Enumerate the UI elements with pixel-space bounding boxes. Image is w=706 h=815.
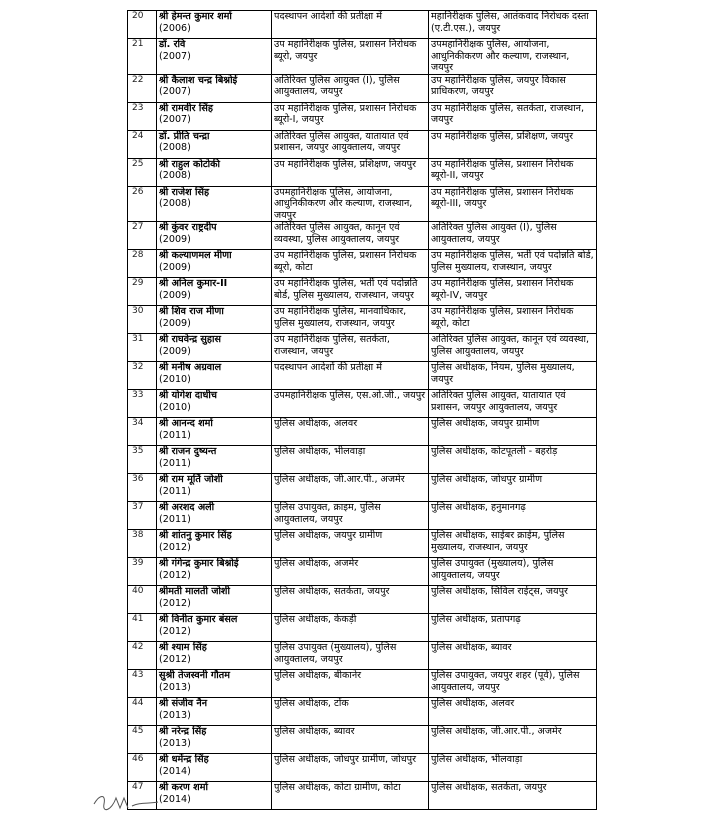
batch-year: (2012) bbox=[159, 541, 191, 553]
transfer-row bbox=[128, 74, 597, 102]
officer-cell bbox=[157, 530, 272, 558]
transfer-row bbox=[128, 698, 597, 726]
serial-number: 22 bbox=[128, 74, 157, 102]
new-posting: पुलिस उपायुक्त, जयपुर शहर (पूर्व), पुलिस आयुक्तालय, जयपुर bbox=[429, 670, 597, 698]
officer-name: श्री कुंवर राष्ट्रदीप bbox=[159, 222, 217, 233]
new-posting: उपमहानिरीक्षक पुलिस, आयोजना, आधुनिकीकरण और कल्याण, राजस्थान, जयपुर bbox=[429, 39, 597, 75]
new-posting: उप महानिरीक्षक पुलिस, प्रशासन निरोधक ब्यूरो-IV, जयपुर bbox=[429, 278, 597, 306]
transfer-row bbox=[128, 306, 597, 334]
officer-cell bbox=[157, 102, 272, 130]
officer-cell bbox=[157, 754, 272, 782]
current-posting: पुलिस अधीक्षक, टोंक bbox=[272, 698, 429, 726]
officer-name: श्री शांतनु कुमार सिंह bbox=[159, 530, 232, 541]
batch-year: (2008) bbox=[159, 198, 191, 209]
transfer-row bbox=[128, 502, 597, 530]
current-posting: पुलिस अधीक्षक, जी.आर.पी., अजमेर bbox=[272, 474, 429, 502]
officer-cell bbox=[157, 74, 272, 102]
batch-year: (2009) bbox=[159, 345, 191, 357]
serial-number: 29 bbox=[128, 278, 157, 306]
batch-year: (2012) bbox=[159, 653, 191, 665]
batch-year: (2011) bbox=[159, 485, 191, 497]
transfer-row bbox=[128, 39, 597, 75]
new-posting: उप महानिरीक्षक पुलिस, प्रशासन निरोधक ब्यूरो-II, जयपुर bbox=[429, 158, 597, 186]
new-posting: पुलिस अधीक्षक, प्रतापगढ़ bbox=[429, 614, 597, 642]
current-posting: पुलिस अधीक्षक, सतर्कता, जयपुर bbox=[272, 586, 429, 614]
serial-number: 45 bbox=[128, 726, 157, 754]
officer-cell bbox=[157, 250, 272, 278]
batch-year: (2012) bbox=[159, 625, 191, 637]
serial-number: 37 bbox=[128, 502, 157, 530]
serial-number: 40 bbox=[128, 586, 157, 614]
officer-cell bbox=[157, 334, 272, 362]
transfer-row bbox=[128, 102, 597, 130]
officer-name: श्री हेमन्त कुमार शर्मा bbox=[159, 11, 232, 22]
current-posting: उप महानिरीक्षक पुलिस, प्रशासन निरोधक ब्यूरो, जयपुर bbox=[272, 39, 429, 75]
serial-number: 23 bbox=[128, 102, 157, 130]
batch-year: (2011) bbox=[159, 513, 191, 525]
new-posting: अतिरिक्त पुलिस आयुक्त, यातायात एवं प्रशासन, जयपुर आयुक्तालय, जयपुर bbox=[429, 390, 597, 418]
transfer-row bbox=[128, 158, 597, 186]
officer-name: श्री कल्याणमल मीणा bbox=[159, 250, 232, 261]
transfer-row bbox=[128, 186, 597, 222]
officer-cell bbox=[157, 39, 272, 75]
officer-name: श्री धर्मेन्द्र सिंह bbox=[159, 754, 209, 765]
officer-cell bbox=[157, 306, 272, 334]
officer-cell bbox=[157, 642, 272, 670]
officer-name: डॉ. प्रीति चन्द्रा bbox=[159, 130, 210, 142]
current-posting: उप महानिरीक्षक पुलिस, प्रशिक्षण, जयपुर bbox=[272, 158, 429, 186]
batch-year: (2007) bbox=[159, 86, 191, 97]
current-posting: पुलिस उपायुक्त, क्राइम, पुलिस आयुक्तालय, जयपुर bbox=[272, 502, 429, 530]
new-posting: उप महानिरीक्षक पुलिस, प्रशासन निरोधक ब्यूरो, कोटा bbox=[429, 306, 597, 334]
officer-cell bbox=[157, 390, 272, 418]
new-posting: पुलिस अधीक्षक, सिविल राईट्स, जयपुर bbox=[429, 586, 597, 614]
new-posting: पुलिस अधीक्षक, अलवर bbox=[429, 698, 597, 726]
officer-name: श्री राम मूर्ति जोशी bbox=[159, 474, 223, 485]
officer-cell bbox=[157, 446, 272, 474]
officer-name: श्री योगेश दाधीच bbox=[159, 390, 217, 401]
batch-year: (2009) bbox=[159, 289, 191, 301]
transfer-row bbox=[128, 11, 597, 39]
current-posting: पुलिस अधीक्षक, बीकानेर bbox=[272, 670, 429, 698]
officer-cell bbox=[157, 558, 272, 586]
transfer-table-body bbox=[128, 11, 597, 810]
officer-cell bbox=[157, 698, 272, 726]
current-posting: पुलिस उपायुक्त (मुख्यालय), पुलिस आयुक्तालय, जयपुर bbox=[272, 642, 429, 670]
serial-number: 33 bbox=[128, 390, 157, 418]
new-posting: उप महानिरीक्षक पुलिस, प्रशिक्षण, जयपुर bbox=[429, 130, 597, 158]
current-posting: उपमहानिरीक्षक पुलिस, एस.ओ.जी., जयपुर bbox=[272, 390, 429, 418]
current-posting: पुलिस अधीक्षक, अलवर bbox=[272, 418, 429, 446]
new-posting: अतिरिक्त पुलिस आयुक्त (I), पुलिस आयुक्तालय, जयपुर bbox=[429, 222, 597, 250]
batch-year: (2013) bbox=[159, 681, 191, 693]
current-posting: उप महानिरीक्षक पुलिस, मानवाधिकार, पुलिस मुख्यालय, राजस्थान, जयपुर bbox=[272, 306, 429, 334]
current-posting: पदस्थापन आदेशों की प्रतीक्षा में bbox=[272, 362, 429, 390]
officer-cell bbox=[157, 614, 272, 642]
serial-number: 38 bbox=[128, 530, 157, 558]
officer-name: श्री विनीत कुमार बंसल bbox=[159, 614, 238, 625]
current-posting: उप महानिरीक्षक पुलिस, सतर्कता, राजस्थान, जयपुर bbox=[272, 334, 429, 362]
transfer-row bbox=[128, 362, 597, 390]
officer-name: श्री आनन्द शर्मा bbox=[159, 418, 213, 429]
transfer-row bbox=[128, 726, 597, 754]
batch-year: (2009) bbox=[159, 261, 191, 273]
batch-year: (2009) bbox=[159, 317, 191, 329]
transfer-list-page bbox=[127, 10, 597, 810]
current-posting: अतिरिक्त पुलिस आयुक्त, कानून एवं व्यवस्था, पुलिस आयुक्तालय, जयपुर bbox=[272, 222, 429, 250]
current-posting: पुलिस अधीक्षक, जोधपुर ग्रामीण, जोधपुर bbox=[272, 754, 429, 782]
serial-number: 47 bbox=[128, 782, 157, 810]
transfer-row bbox=[128, 278, 597, 306]
new-posting: पुलिस अधीक्षक, नियम, पुलिस मुख्यालय, जयपुर bbox=[429, 362, 597, 390]
officer-cell bbox=[157, 158, 272, 186]
transfer-row bbox=[128, 334, 597, 362]
current-posting: पुलिस अधीक्षक, भीलवाड़ा bbox=[272, 446, 429, 474]
transfer-row bbox=[128, 642, 597, 670]
current-posting: उप महानिरीक्षक पुलिस, भर्ती एवं पदोन्नति बोर्ड, पुलिस मुख्यालय, राजस्थान, जयपुर bbox=[272, 278, 429, 306]
new-posting: अतिरिक्त पुलिस आयुक्त, कानून एवं व्यवस्था, पुलिस आयुक्तालय, जयपुर bbox=[429, 334, 597, 362]
new-posting: पुलिस अधीक्षक, कोटपूतली - बहरोड़ bbox=[429, 446, 597, 474]
batch-year: (2010) bbox=[159, 401, 191, 413]
officer-cell bbox=[157, 474, 272, 502]
current-posting: पदस्थापन आदेशों की प्रतीक्षा में bbox=[272, 11, 429, 39]
new-posting: उप महानिरीक्षक पुलिस, प्रशासन निरोधक ब्यूरो-III, जयपुर bbox=[429, 186, 597, 222]
serial-number: 42 bbox=[128, 642, 157, 670]
new-posting: पुलिस अधीक्षक, भीलवाड़ा bbox=[429, 754, 597, 782]
serial-number: 31 bbox=[128, 334, 157, 362]
current-posting: पुलिस अधीक्षक, ब्यावर bbox=[272, 726, 429, 754]
current-posting: उप महानिरीक्षक पुलिस, प्रशासन निरोधक ब्यूरो, कोटा bbox=[272, 250, 429, 278]
officer-cell bbox=[157, 130, 272, 158]
officer-cell bbox=[157, 222, 272, 250]
batch-year: (2012) bbox=[159, 569, 191, 581]
new-posting: पुलिस अधीक्षक, जी.आर.पी., अजमेर bbox=[429, 726, 597, 754]
batch-year: (2010) bbox=[159, 373, 191, 385]
batch-year: (2007) bbox=[159, 114, 191, 125]
officer-name: श्री कैलाश चन्द्र बिश्नोई bbox=[159, 74, 238, 86]
serial-number: 30 bbox=[128, 306, 157, 334]
officer-cell bbox=[157, 418, 272, 446]
officer-name: श्री अरशद अली bbox=[159, 502, 215, 513]
serial-number: 34 bbox=[128, 418, 157, 446]
new-posting: उप महानिरीक्षक पुलिस, जयपुर विकास प्राधिकरण, जयपुर bbox=[429, 74, 597, 102]
current-posting: पुलिस अधीक्षक, जयपुर ग्रामीण bbox=[272, 530, 429, 558]
serial-number: 41 bbox=[128, 614, 157, 642]
officer-name: श्री नरेन्द्र सिंह bbox=[159, 726, 207, 737]
officer-name: डॉ. रवि bbox=[159, 39, 186, 50]
officer-name: श्री श्याम सिंह bbox=[159, 642, 207, 653]
officer-cell bbox=[157, 362, 272, 390]
new-posting: पुलिस अधीक्षक, जोधपुर ग्रामीण bbox=[429, 474, 597, 502]
batch-year: (2011) bbox=[159, 457, 191, 469]
officer-cell bbox=[157, 586, 272, 614]
transfer-row bbox=[128, 222, 597, 250]
current-posting: पुलिस अधीक्षक, केकड़ी bbox=[272, 614, 429, 642]
batch-year: (2007) bbox=[159, 50, 191, 62]
serial-number: 44 bbox=[128, 698, 157, 726]
handwritten-mark bbox=[92, 790, 162, 812]
serial-number: 36 bbox=[128, 474, 157, 502]
transfer-row bbox=[128, 614, 597, 642]
serial-number: 25 bbox=[128, 158, 157, 186]
officer-name: श्री राघवेन्द्र सुहास bbox=[159, 334, 221, 345]
transfer-row bbox=[128, 250, 597, 278]
officer-name: श्री मनीष अग्रवाल bbox=[159, 362, 222, 373]
serial-number: 46 bbox=[128, 754, 157, 782]
serial-number: 27 bbox=[128, 222, 157, 250]
officer-name: श्री राहुल कोटोकी bbox=[159, 158, 220, 170]
current-posting: अतिरिक्त पुलिस आयुक्त (I), पुलिस आयुक्तालय, जयपुर bbox=[272, 74, 429, 102]
serial-number: 43 bbox=[128, 670, 157, 698]
transfer-row bbox=[128, 418, 597, 446]
officer-name: श्री करण शर्मा bbox=[159, 782, 208, 793]
officer-cell bbox=[157, 670, 272, 698]
serial-number: 35 bbox=[128, 446, 157, 474]
officer-name: सुश्री तेजस्वनी गौतम bbox=[159, 670, 230, 681]
new-posting: पुलिस अधीक्षक, जयपुर ग्रामीण bbox=[429, 418, 597, 446]
new-posting: पुलिस अधीक्षक, ब्यावर bbox=[429, 642, 597, 670]
officer-name: श्री राजेश सिंह bbox=[159, 186, 210, 198]
officer-cell bbox=[157, 186, 272, 222]
batch-year: (2006) bbox=[159, 22, 191, 34]
batch-year: (2012) bbox=[159, 597, 191, 609]
transfer-row bbox=[128, 754, 597, 782]
transfer-row bbox=[128, 586, 597, 614]
batch-year: (2014) bbox=[159, 765, 191, 777]
transfer-row bbox=[128, 530, 597, 558]
new-posting: पुलिस अधीक्षक, हनुमानगढ़ bbox=[429, 502, 597, 530]
batch-year: (2009) bbox=[159, 233, 191, 245]
serial-number: 39 bbox=[128, 558, 157, 586]
transfer-row bbox=[128, 474, 597, 502]
officer-name: श्री राजन दुष्यन्त bbox=[159, 446, 217, 457]
serial-number: 20 bbox=[128, 11, 157, 39]
officer-name: श्री रामवीर सिंह bbox=[159, 102, 213, 114]
officer-cell bbox=[157, 11, 272, 39]
batch-year: (2008) bbox=[159, 142, 191, 153]
transfer-row bbox=[128, 446, 597, 474]
transfer-row bbox=[128, 782, 597, 810]
batch-year: (2011) bbox=[159, 429, 191, 441]
batch-year: (2013) bbox=[159, 709, 191, 721]
serial-number: 21 bbox=[128, 39, 157, 75]
officer-name: श्री शिव राज मीणा bbox=[159, 306, 224, 317]
transfer-row bbox=[128, 390, 597, 418]
new-posting: महानिरीक्षक पुलिस, आतंकवाद निरोधक दस्ता (ए.टी.एस.), जयपुर bbox=[429, 11, 597, 39]
new-posting: उप महानिरीक्षक पुलिस, भर्ती एवं पदोन्नति बोर्ड, पुलिस मुख्यालय, राजस्थान, जयपुर bbox=[429, 250, 597, 278]
officer-name: श्री संजीव नैन bbox=[159, 698, 208, 709]
transfer-row bbox=[128, 670, 597, 698]
serial-number: 32 bbox=[128, 362, 157, 390]
officer-cell bbox=[157, 782, 272, 810]
officer-name: श्रीमती मालती जोशी bbox=[159, 586, 230, 597]
transfer-table bbox=[127, 10, 597, 810]
serial-number: 26 bbox=[128, 186, 157, 222]
serial-number: 28 bbox=[128, 250, 157, 278]
officer-cell bbox=[157, 726, 272, 754]
officer-cell bbox=[157, 502, 272, 530]
transfer-row bbox=[128, 558, 597, 586]
batch-year: (2014) bbox=[159, 793, 191, 805]
current-posting: पुलिस अधीक्षक, कोटा ग्रामीण, कोटा bbox=[272, 782, 429, 810]
current-posting: अतिरिक्त पुलिस आयुक्त, यातायात एवं प्रशासन, जयपुर आयुक्तालय, जयपुर bbox=[272, 130, 429, 158]
batch-year: (2008) bbox=[159, 170, 191, 181]
current-posting: उपमहानिरीक्षक पुलिस, आयोजना, आधुनिकीकरण और कल्याण, राजस्थान, जयपुर bbox=[272, 186, 429, 222]
new-posting: उप महानिरीक्षक पुलिस, सतर्कता, राजस्थान, जयपुर bbox=[429, 102, 597, 130]
serial-number: 24 bbox=[128, 130, 157, 158]
officer-cell bbox=[157, 278, 272, 306]
officer-name: श्री अनिल कुमार-II bbox=[159, 278, 228, 289]
new-posting: पुलिस अधीक्षक, साईबर क्राईम, पुलिस मुख्यालय, राजस्थान, जयपुर bbox=[429, 530, 597, 558]
batch-year: (2013) bbox=[159, 737, 191, 749]
new-posting: पुलिस अधीक्षक, सतर्कता, जयपुर bbox=[429, 782, 597, 810]
new-posting: पुलिस उपायुक्त (मुख्यालय), पुलिस आयुक्तालय, जयपुर bbox=[429, 558, 597, 586]
transfer-row bbox=[128, 130, 597, 158]
officer-name: श्री गंगेन्द्र कुमार बिश्नोई bbox=[159, 558, 239, 569]
current-posting: पुलिस अधीक्षक, अजमेर bbox=[272, 558, 429, 586]
current-posting: उप महानिरीक्षक पुलिस, प्रशासन निरोधक ब्यूरो-I, जयपुर bbox=[272, 102, 429, 130]
